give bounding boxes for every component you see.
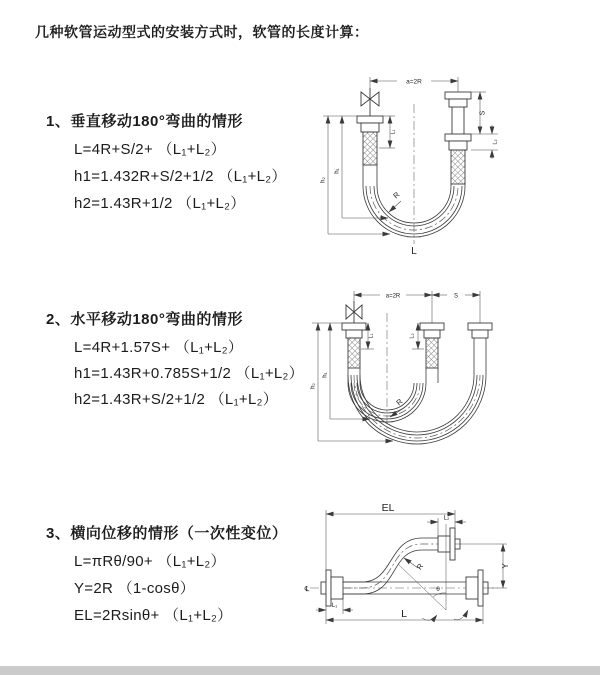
formula-s3-l: L=πRθ/90+ （L₁+L₂）: [74, 553, 226, 570]
section-2-title: 2、水平移动180°弯曲的情形: [46, 311, 243, 328]
valve-icon: [346, 305, 354, 319]
flange: [445, 92, 471, 99]
flange: [468, 323, 492, 330]
flange: [326, 570, 331, 606]
dim-label-span: a=2R: [385, 293, 401, 300]
formula-s2-h1: h1=1.43R+0.785S+1/2 （L₁+L₂）: [74, 365, 304, 382]
formula-s1-h1: h1=1.432R+S/2+1/2 （L₁+L₂）: [74, 168, 287, 185]
flange: [450, 528, 455, 560]
dim-label-l2: L₂: [443, 515, 450, 522]
section-2-heading: [46, 308, 243, 329]
left-pipe-assembly: [342, 301, 366, 383]
flange: [478, 570, 483, 606]
dim-label-s: S: [453, 293, 459, 300]
dim-label-l1: L₁: [368, 333, 375, 339]
dim-label-h1: h₁: [322, 372, 329, 378]
formula-s3-el: EL=2Rsinθ+ （L₁+L₂）: [74, 607, 233, 624]
section-1-title: 1、垂直移动180°弯曲的情形: [46, 113, 243, 130]
dim-label-l1: L₁: [331, 603, 338, 609]
left-flange-assembly: [321, 570, 343, 606]
formula-s2-h2: h2=1.43R+S/2+1/2 （L₁+L₂）: [74, 391, 279, 408]
dim-label-radius: R: [391, 189, 402, 201]
dim-label-el: EL: [381, 502, 395, 514]
valve-icon: [361, 92, 370, 106]
dim-label-h2: h₂: [320, 177, 327, 183]
page-bottom-edge: [0, 666, 600, 675]
section-3-title: 3、横向位移的情形（一次性变位）: [46, 525, 288, 542]
diagram-vertical-move-180: [302, 68, 532, 260]
dim-label-l2: L₂: [492, 139, 499, 145]
diagram-horizontal-move-180: [298, 283, 533, 455]
dim-label-radius: R: [414, 561, 426, 572]
flange: [342, 323, 366, 330]
right-pipe-assembly: [445, 92, 471, 186]
left-pipe-assembly: [357, 88, 383, 186]
section-1-heading: [46, 110, 243, 131]
formula-s1-h2: h2=1.43R+1/2 （L₁+L₂）: [74, 195, 246, 212]
construction-lines: [398, 524, 468, 620]
dim-label-h1: h₁: [334, 168, 341, 174]
page-title: 几种软管运动型式的安装方式时，软管的长度计算：: [35, 24, 369, 40]
dim-label-theta: θ: [436, 586, 440, 593]
flange: [420, 323, 444, 330]
right-pipe-assembly: [468, 323, 492, 375]
middle-pipe-assembly: [420, 323, 444, 383]
dim-label-length: L: [401, 608, 407, 620]
dim-label-length: L: [411, 246, 417, 257]
centerline-mark: ℄: [304, 586, 310, 593]
dim-label-s: S: [479, 110, 487, 116]
formula-s1-l: L=4R+S/2+ （L₁+L₂）: [74, 141, 226, 158]
dim-label-h2: h₂: [310, 383, 317, 389]
dim-label-span: a=2R: [406, 78, 422, 86]
dim-label-radius: R: [394, 396, 405, 408]
dim-label-l1: L₁: [390, 129, 397, 135]
dim-label-l2: L₂: [409, 333, 416, 339]
flange: [445, 134, 471, 141]
formula-s3-y: Y=2R （1-cosθ）: [74, 580, 196, 597]
formula-s2-l: L=4R+1.57S+ （L₁+L₂）: [74, 339, 244, 356]
dim-label-y: Y: [501, 563, 510, 569]
diagram-lateral-displacement: [298, 498, 563, 650]
section-3-heading: [46, 522, 287, 543]
flange: [357, 116, 383, 123]
